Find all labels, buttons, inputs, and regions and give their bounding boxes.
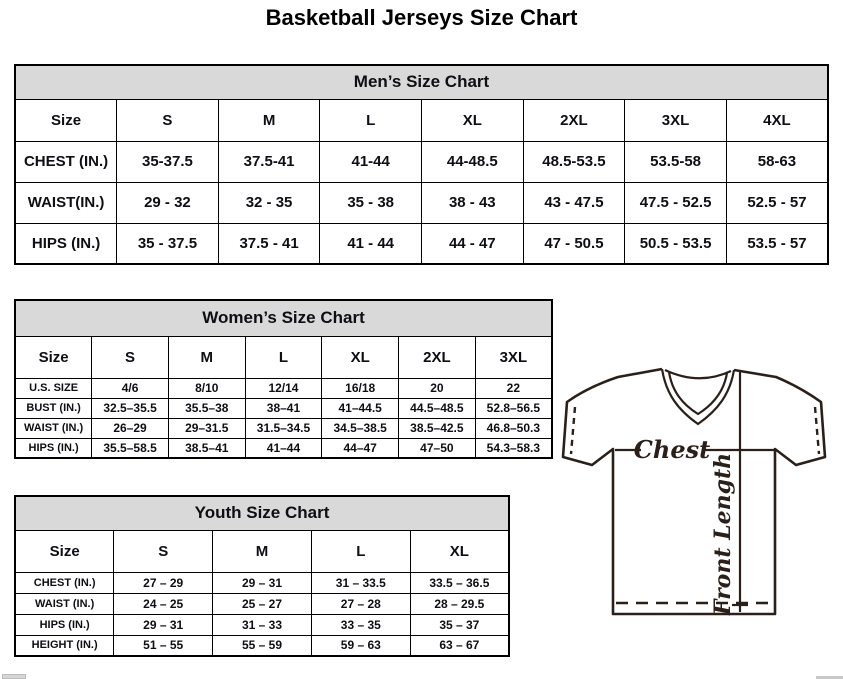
mens-table-title: Men’s Size Chart [15,65,828,99]
table-row [15,635,509,656]
value-cell: 47–50 [399,438,476,458]
value-cell: 16/18 [322,378,399,398]
table-title-row [15,65,828,99]
table-row [15,418,552,438]
table-row [15,378,552,398]
value-cell: 31.5–34.5 [245,418,322,438]
row-label-cell: WAIST (IN.) [15,418,92,438]
value-cell: 35 - 38 [320,182,422,223]
value-cell: 29 – 31 [213,572,312,593]
value-cell: 28 – 29.5 [410,593,509,614]
value-cell: 38–41 [245,398,322,418]
value-cell: 44–47 [322,438,399,458]
value-cell: 41–44.5 [322,398,399,418]
column-header-2xl: 2XL [523,99,625,141]
table-title-row [15,496,509,530]
column-header-l: L [245,336,322,378]
column-header-xl: XL [422,99,524,141]
front-length-measure-label: Front Length [710,452,736,616]
row-label-cell: WAIST(IN.) [15,182,117,223]
value-cell: 58-63 [726,141,828,182]
row-label-cell: CHEST (IN.) [15,141,117,182]
value-cell: 27 – 29 [114,572,213,593]
value-cell: 51 – 55 [114,635,213,656]
value-cell: 12/14 [245,378,322,398]
left-cuff-dashed-seam [571,407,575,454]
value-cell: 29 - 32 [117,182,219,223]
chest-measure-label: Chest [633,435,711,464]
value-cell: 38.5–41 [168,438,245,458]
youth-size-table [14,495,510,657]
value-cell: 33.5 – 36.5 [410,572,509,593]
column-header-s: S [117,99,219,141]
row-label-cell: HEIGHT (IN.) [15,635,114,656]
jersey-outline [563,369,825,614]
table-row [15,593,509,614]
value-cell: 46.8–50.3 [475,418,552,438]
value-cell: 52.8–56.5 [475,398,552,418]
mens-size-table [14,64,829,265]
value-cell: 53.5-58 [625,141,727,182]
value-cell: 31 – 33.5 [311,572,410,593]
value-cell: 52.5 - 57 [726,182,828,223]
value-cell: 4/6 [92,378,169,398]
value-cell: 41 - 44 [320,223,422,264]
table-row [15,398,552,418]
value-cell: 47 - 50.5 [523,223,625,264]
row-label-cell: CHEST (IN.) [15,572,114,593]
value-cell: 35.5–38 [168,398,245,418]
value-cell: 43 - 47.5 [523,182,625,223]
value-cell: 35-37.5 [117,141,219,182]
row-label-cell: HIPS (IN.) [15,223,117,264]
column-header-xl: XL [322,336,399,378]
column-header-m: M [218,99,320,141]
row-label-cell: BUST (IN.) [15,398,92,418]
column-header-s: S [114,530,213,572]
value-cell: 55 – 59 [213,635,312,656]
column-header-row [15,336,552,378]
column-header-l: L [320,99,422,141]
column-header-size: Size [15,99,117,141]
value-cell: 35.5–58.5 [92,438,169,458]
value-cell: 32 - 35 [218,182,320,223]
value-cell: 41-44 [320,141,422,182]
column-header-3xl: 3XL [625,99,727,141]
womens-size-chart-section [14,299,553,459]
value-cell: 38 - 43 [422,182,524,223]
value-cell: 33 – 35 [311,614,410,635]
value-cell: 27 – 28 [311,593,410,614]
mens-size-chart-section [14,64,829,265]
table-title-row [15,300,552,336]
table-row [15,572,509,593]
value-cell: 37.5 - 41 [218,223,320,264]
table-row [15,223,828,264]
value-cell: 20 [399,378,476,398]
column-header-size: Size [15,336,92,378]
row-label-cell: HIPS (IN.) [15,614,114,635]
table-row [15,438,552,458]
womens-table-title: Women’s Size Chart [15,300,552,336]
value-cell: 50.5 - 53.5 [625,223,727,264]
table-row [15,614,509,635]
collar-back-arc [665,370,731,378]
value-cell: 44 - 47 [422,223,524,264]
value-cell: 38.5–42.5 [399,418,476,438]
value-cell: 29–31.5 [168,418,245,438]
column-header-size: Size [15,530,114,572]
column-header-row [15,99,828,141]
value-cell: 24 – 25 [114,593,213,614]
column-header-l: L [311,530,410,572]
value-cell: 8/10 [168,378,245,398]
column-header-s: S [92,336,169,378]
value-cell: 41–44 [245,438,322,458]
youth-size-chart-section [14,495,510,657]
value-cell: 54.3–58.3 [475,438,552,458]
column-header-4xl: 4XL [726,99,828,141]
value-cell: 35 – 37 [410,614,509,635]
row-label-cell: U.S. SIZE [15,378,92,398]
scrollbar-fragment-left[interactable] [2,674,26,679]
value-cell: 53.5 - 57 [726,223,828,264]
row-label-cell: WAIST (IN.) [15,593,114,614]
column-header-3xl: 3XL [475,336,552,378]
value-cell: 22 [475,378,552,398]
column-header-m: M [213,530,312,572]
value-cell: 44.5–48.5 [399,398,476,418]
value-cell: 31 – 33 [213,614,312,635]
column-header-row [15,530,509,572]
table-row [15,141,828,182]
value-cell: 63 – 67 [410,635,509,656]
value-cell: 34.5–38.5 [322,418,399,438]
value-cell: 47.5 - 52.5 [625,182,727,223]
value-cell: 32.5–35.5 [92,398,169,418]
jersey-diagram [560,362,838,628]
row-label-cell: HIPS (IN.) [15,438,92,458]
value-cell: 26–29 [92,418,169,438]
column-header-xl: XL [410,530,509,572]
value-cell: 29 – 31 [114,614,213,635]
table-row [15,182,828,223]
page-title: Basketball Jerseys Size Chart [265,5,578,30]
womens-size-table [14,299,553,459]
value-cell: 35 - 37.5 [117,223,219,264]
right-cuff-dashed-seam [815,407,819,454]
value-cell: 59 – 63 [311,635,410,656]
value-cell: 25 – 27 [213,593,312,614]
value-cell: 37.5-41 [218,141,320,182]
column-header-m: M [168,336,245,378]
column-header-2xl: 2XL [399,336,476,378]
youth-table-title: Youth Size Chart [15,496,509,530]
value-cell: 44-48.5 [422,141,524,182]
value-cell: 48.5-53.5 [523,141,625,182]
